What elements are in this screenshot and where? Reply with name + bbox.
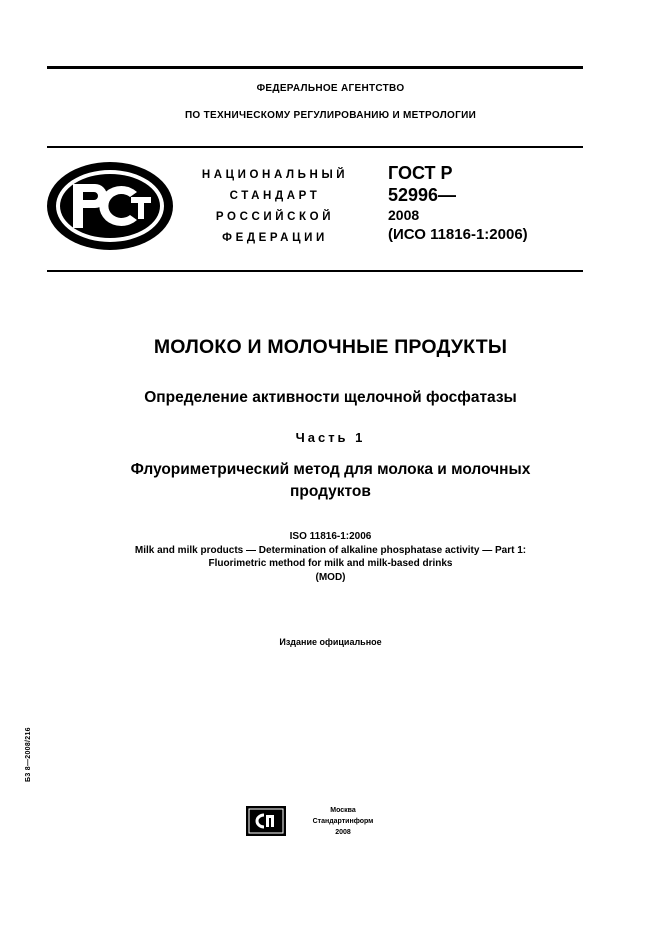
national-line: ФЕДЕРАЦИИ xyxy=(222,232,328,244)
publisher-info xyxy=(298,805,388,838)
national-line: РОССИЙСКОЙ xyxy=(215,211,335,223)
document-subtitle: Определение активности щелочной фосфатазы xyxy=(144,389,517,406)
iso-reference-block xyxy=(0,530,661,584)
document-part: Часть 1 xyxy=(295,430,366,445)
rst-logo-icon xyxy=(45,160,175,252)
national-line: СТАНДАРТ xyxy=(229,190,321,202)
national-line: НАЦИОНАЛЬНЫЙ xyxy=(201,169,349,181)
iso-modification: (MOD) xyxy=(315,571,346,583)
iso-title-line-1: Milk and milk products — Determination of alkaline phosphatase activity — Part 1: xyxy=(134,544,527,556)
top-rule xyxy=(47,66,583,69)
gost-label: ГОСТ Р xyxy=(388,163,453,183)
publisher-city: Москва xyxy=(330,807,356,814)
gost-number: 52996— xyxy=(388,185,457,205)
gost-iso-ref: (ИСО 11816-1:2006) xyxy=(388,226,528,243)
middle-rule xyxy=(47,146,583,148)
lower-rule xyxy=(47,270,583,272)
publisher-year: 2008 xyxy=(335,829,351,836)
agency-line-1: ФЕДЕРАЛЬНОЕ АГЕНТСТВО xyxy=(256,83,405,94)
agency-line-2: ПО ТЕХНИЧЕСКОМУ РЕГУЛИРОВАНИЮ И МЕТРОЛОГИИ xyxy=(184,110,477,121)
method-title xyxy=(50,459,611,503)
gost-year: 2008 xyxy=(388,207,420,223)
gost-designation xyxy=(388,162,588,245)
method-title-line-1: Флуориметрический метод для молока и молочных xyxy=(130,461,531,478)
edition-label: Издание официальное xyxy=(279,637,382,647)
method-title-line-2: продуктов xyxy=(290,483,371,500)
document-title: МОЛОКО И МОЛОЧНЫЕ ПРОДУКТЫ xyxy=(153,336,508,358)
standartinform-logo-icon xyxy=(246,806,286,836)
publisher-name: Стандартинформ xyxy=(312,818,374,825)
iso-title-line-2: Fluorimetric method for milk and milk-based drinks xyxy=(208,558,453,569)
iso-number: ISO 11816-1:2006 xyxy=(289,531,372,542)
side-code: Б3 8—2008/216 xyxy=(25,727,32,782)
national-standard-label xyxy=(195,165,355,249)
